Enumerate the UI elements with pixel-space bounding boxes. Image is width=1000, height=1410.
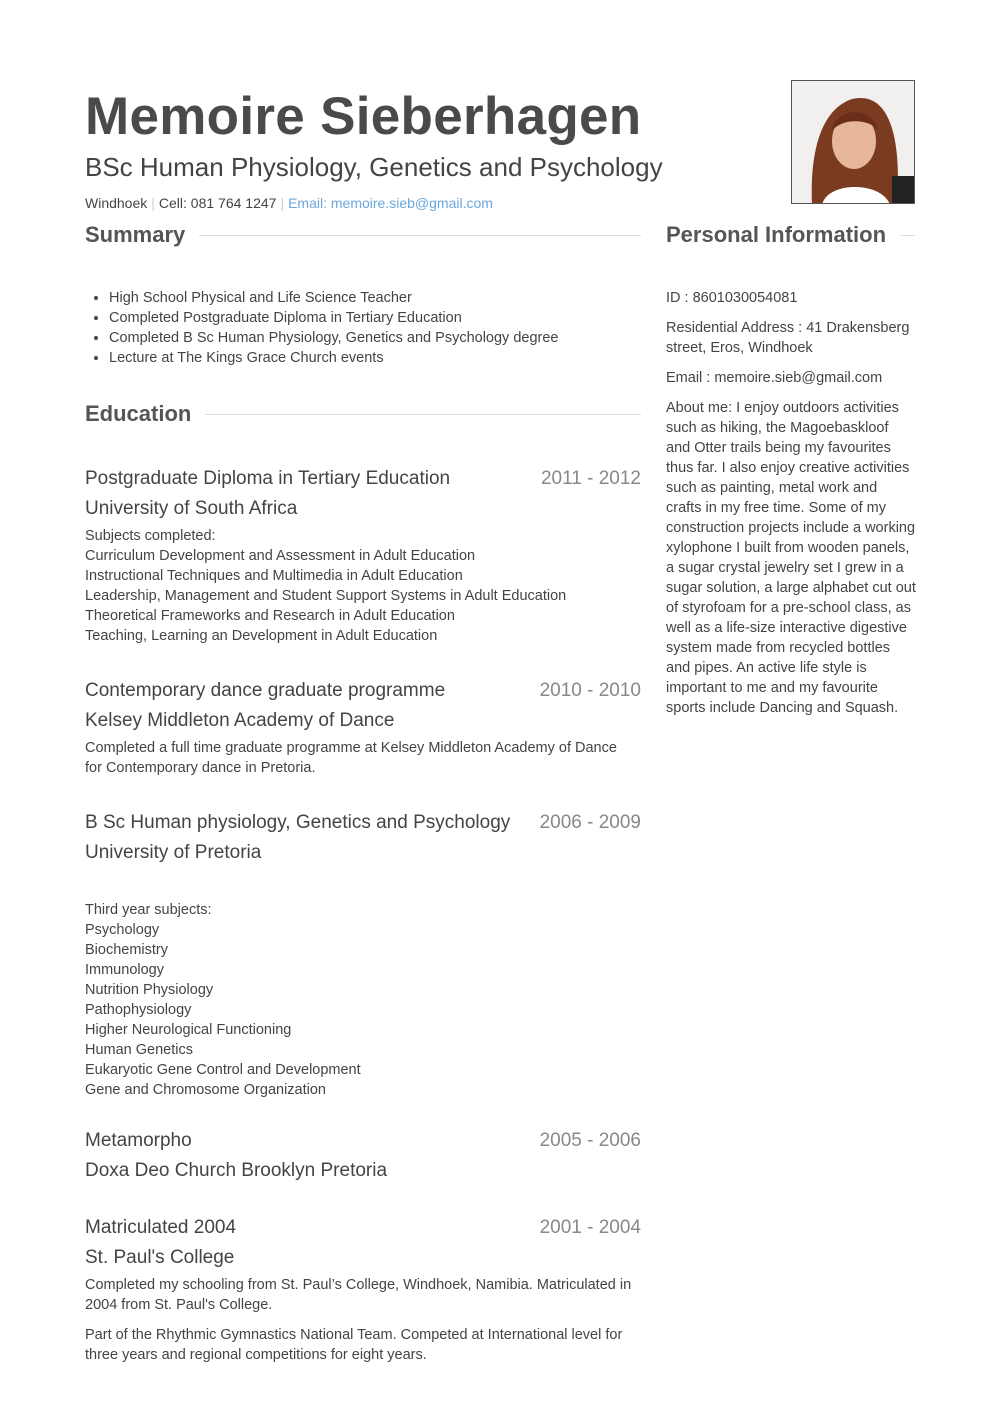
entry-line: Theoretical Frameworks and Research in Adult Education	[85, 608, 455, 624]
entry-title: Matriculated 2004	[85, 1217, 237, 1238]
contact-line	[85, 195, 493, 211]
entry-line: Gene and Chromosome Organization	[85, 1082, 326, 1098]
entry-line: Instructional Techniques and Multimedia in Adult Education	[85, 568, 463, 584]
entry-date: 2001 - 2004	[539, 1217, 641, 1238]
list-item: • High School Physical and Life Science Teacher	[109, 288, 558, 308]
divider: |	[280, 195, 285, 211]
email-link[interactable]: Email: memoire.sieb@gmail.com	[288, 195, 493, 211]
candidate-name: Memoire Sieberhagen	[85, 87, 642, 146]
list-item: • Completed B Sc Human Physiology, Genetics and Psychology degree	[109, 328, 558, 348]
personal-info	[666, 288, 916, 728]
list-item: • Completed Postgraduate Diploma in Tertiary Education	[109, 308, 558, 328]
entry-line: Psychology	[85, 922, 160, 938]
entry-org: Kelsey Middleton Academy of Dance	[85, 710, 395, 731]
entry-title: Postgraduate Diploma in Tertiary Education	[85, 468, 451, 489]
education-entry	[85, 464, 641, 646]
entry-line: Nutrition Physiology	[85, 982, 214, 998]
candidate-title: BSc Human Physiology, Genetics and Psychology	[85, 152, 663, 182]
entry-title: Metamorpho	[85, 1130, 192, 1151]
personal-info-title: Personal Information	[666, 222, 887, 247]
summary-heading	[85, 222, 641, 248]
profile-photo	[791, 80, 915, 204]
entry-date: 2010 - 2010	[539, 680, 641, 701]
education-heading	[85, 401, 641, 427]
entry-org: University of Pretoria	[85, 842, 262, 863]
summary-title: Summary	[85, 222, 186, 247]
entry-line: Pathophysiology	[85, 1002, 192, 1018]
entry-line: Higher Neurological Functioning	[85, 1022, 292, 1038]
entry-date: 2006 - 2009	[539, 812, 641, 833]
education-entry	[85, 808, 641, 1100]
entry-date: 2005 - 2006	[539, 1130, 641, 1151]
divider	[199, 235, 641, 236]
education-entry	[85, 1213, 641, 1365]
cell: Cell: 081 764 1247	[158, 195, 277, 211]
personal-info-heading	[666, 222, 915, 248]
entry-line: Leadership, Management and Student Support Systems in Adult Education	[85, 588, 567, 604]
education-entry	[85, 676, 641, 778]
entry-description: Completed a full time graduate programme at Kelsey Middleton Academy of Dance for Contemporary dance in Pretoria.	[85, 740, 617, 776]
entry-description: Part of the Rhythmic Gymnastics National Team. Competed at International level for three years and regional competitions for eight years.	[85, 1327, 623, 1363]
entry-title: B Sc Human physiology, Genetics and Psychology	[85, 812, 511, 833]
address: Residential Address : 41 Drakensberg street, Eros, Windhoek	[666, 320, 910, 356]
entry-line: Teaching, Learning an Development in Adult Education	[85, 628, 438, 644]
summary-list	[109, 288, 558, 368]
education-entry	[85, 1126, 641, 1186]
personal-email: Email : memoire.sieb@gmail.com	[666, 370, 883, 386]
divider: |	[151, 195, 155, 211]
entry-description: Completed my schooling from St. Paul’s College, Windhoek, Namibia. Matriculated in 2004 from St. Paul's College.	[85, 1277, 632, 1313]
divider	[900, 235, 915, 236]
about-me: About me: I enjoy outdoors activities such as hiking, the Magoebaskloof and Otter trails being my favourites thus far. I also enjoy creative activities such as painting, metal work and crafts in my free time. Some of my construction projects include a working xylophone I built from wooden panels, a sugar crystal jewelry set I grew in a sugar solution, a large alphabet cut out of styrofoam for a pre-school class, as well as a life-size interactive digestive system made from recycled bottles and pipes. An active life style is important to me and my favourite sports include Dancing and Squash.	[666, 400, 916, 716]
entry-org: St. Paul's College	[85, 1247, 235, 1268]
education-title: Education	[85, 401, 192, 426]
entry-line: Subjects completed:	[85, 528, 216, 544]
id-number: ID : 8601030054081	[666, 290, 798, 306]
entry-title: Contemporary dance graduate programme	[85, 680, 446, 701]
entry-line: Third year subjects:	[85, 902, 212, 918]
entry-org: University of South Africa	[85, 498, 298, 519]
divider	[205, 414, 641, 415]
entry-org: Doxa Deo Church Brooklyn Pretoria	[85, 1160, 388, 1181]
entry-line: Human Genetics	[85, 1042, 193, 1058]
entry-line: Eukaryotic Gene Control and Development	[85, 1062, 361, 1078]
entry-line: Biochemistry	[85, 942, 168, 958]
list-item: • Lecture at The Kings Grace Church events	[109, 348, 558, 368]
entry-line: Curriculum Development and Assessment in Adult Education	[85, 548, 476, 564]
city: Windhoek	[85, 195, 148, 211]
entry-date: 2011 - 2012	[540, 468, 641, 489]
entry-line: Immunology	[85, 962, 164, 978]
